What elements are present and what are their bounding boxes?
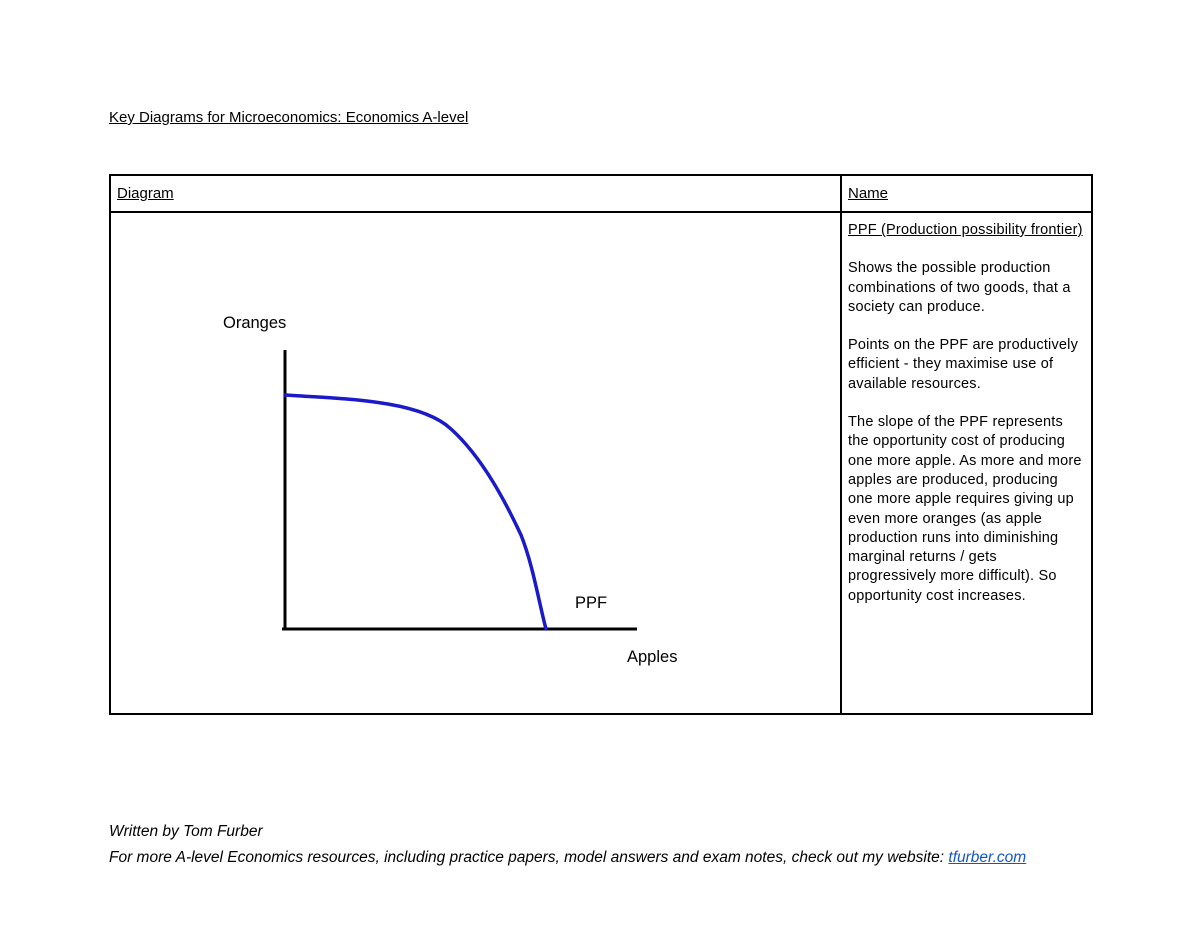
website-link[interactable]: tfurber.com — [948, 849, 1027, 866]
description-paragraph: Shows the possible production combinations of two goods, that a society can produce. — [848, 260, 1071, 315]
table-row — [110, 212, 1092, 714]
header-diagram: Diagram — [110, 175, 841, 212]
table-header-row — [110, 175, 1092, 212]
term-name: PPF (Production possibility frontier) — [848, 222, 1083, 238]
header-name: Name — [841, 175, 1092, 212]
footer-author: Written by Tom Furber — [109, 823, 263, 840]
ppf-curve — [285, 395, 546, 629]
diagram-table — [109, 174, 1093, 715]
description-paragraph: The slope of the PPF represents the opportunity cost of producing one more apple. As more and more apples are produced, producing one more apple requires giving up even more oranges (as apple production runs into diminishing marginal returns / gets progressively more difficult). So opportunity cost increases. — [848, 414, 1082, 604]
footer-resources — [109, 849, 1026, 867]
document-title: Key Diagrams for Microeconomics: Economics A-level — [109, 109, 469, 126]
name-cell — [841, 212, 1092, 714]
y-axis-label: Oranges — [223, 314, 287, 332]
description-paragraph: Points on the PPF are productively efficient - they maximise use of available resources. — [848, 337, 1079, 392]
diagram-cell — [110, 212, 841, 714]
ppf-diagram — [111, 213, 842, 715]
x-axis-label: Apples — [627, 648, 678, 666]
ppf-curve-label: PPF — [575, 594, 608, 612]
footer-resources-text: For more A-level Economics resources, including practice papers, model answers and exam notes, check out my website: — [109, 849, 949, 866]
